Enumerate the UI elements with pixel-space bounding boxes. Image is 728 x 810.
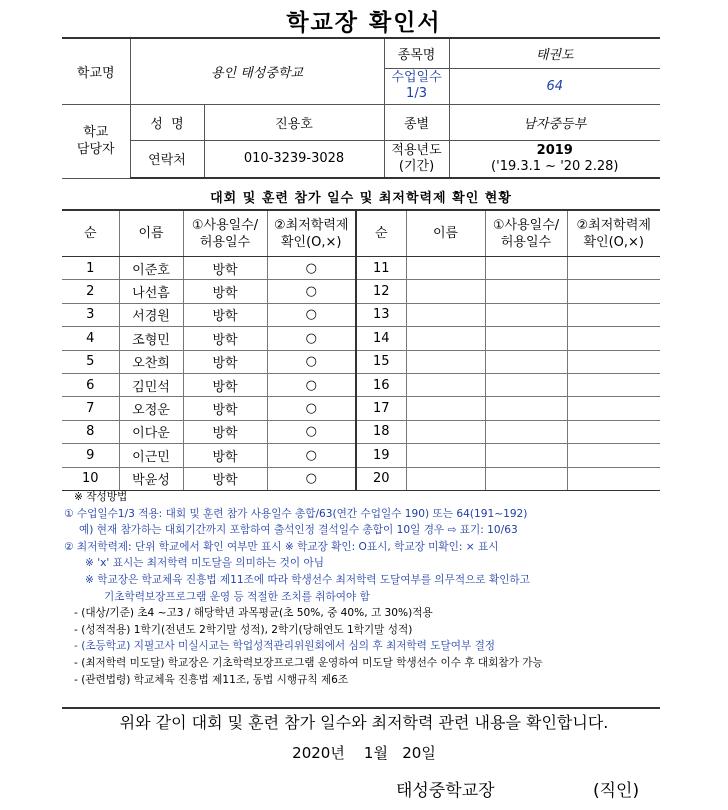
- header-check: [267, 210, 356, 257]
- header-name-right: 이름: [406, 210, 485, 257]
- header-days-line1: ①사용일수/: [191, 217, 259, 233]
- roster-name-right: [406, 397, 485, 420]
- roster-days-right: [485, 373, 567, 396]
- document-title: 학교장 확인서: [286, 10, 442, 36]
- roster-days-right: [485, 467, 567, 490]
- school-days-label-line1: 수업일수: [391, 70, 442, 85]
- header-check-right-line1: ②최저학력제: [576, 217, 651, 233]
- roster-name-right: [406, 303, 485, 326]
- confirmation-statement: 위와 같이 대회 및 훈련 참가 일수와 최저학력 관련 내용을 확인합니다.: [119, 713, 609, 732]
- division-value: 남자중등부: [449, 104, 660, 140]
- roster-no-right: 16: [356, 373, 406, 396]
- roster-no-right: 11: [356, 257, 406, 280]
- roster-row: [62, 420, 660, 443]
- roster-row: [62, 350, 660, 373]
- roster-check-right: [567, 467, 660, 490]
- roster-check: ○: [267, 350, 356, 373]
- header-check-line2: 확인(O,×): [280, 234, 342, 250]
- roster-check-right: [567, 444, 660, 467]
- roster-heading: 대회 및 훈련 참가 일수 및 최저학력제 확인 현황: [210, 191, 512, 206]
- roster-days-right: [485, 280, 567, 303]
- header-check-line1: ②최저학력제: [274, 217, 349, 233]
- school-days-label: [384, 68, 449, 104]
- roster-no-right: 14: [356, 327, 406, 350]
- roster-check: ○: [267, 467, 356, 490]
- roster-days: 방학: [183, 467, 267, 490]
- period-value: ('19.3.1 ~ '20 2.28): [491, 158, 619, 174]
- writing-guide: [62, 489, 660, 709]
- roster-check: ○: [267, 303, 356, 326]
- roster-check-right: [567, 280, 660, 303]
- confirmation-date: 2020년 1월 20일: [292, 744, 436, 762]
- header-no: 순: [62, 210, 119, 257]
- roster-no: 3: [62, 303, 119, 326]
- year-value: 2019: [536, 142, 573, 158]
- roster-days: 방학: [183, 350, 267, 373]
- roster-check-right: [567, 303, 660, 326]
- roster-days: 방학: [183, 280, 267, 303]
- roster-name: 이근민: [119, 444, 183, 467]
- note-3: ※ 'x' 표시는 최저학력 미도달을 의미하는 것이 아님: [85, 557, 324, 570]
- roster-check: ○: [267, 373, 356, 396]
- roster-no: 10: [62, 467, 119, 490]
- principal-signer: 태성중학교장: [396, 781, 495, 801]
- header-name: 이름: [119, 210, 183, 257]
- roster-name-right: [406, 420, 485, 443]
- roster-no: 9: [62, 444, 119, 467]
- name-label: 성 명: [130, 104, 204, 140]
- header-days-line2: 허용일수: [199, 234, 251, 250]
- roster-check-right: [567, 420, 660, 443]
- roster-name-right: [406, 327, 485, 350]
- roster-name: 오정운: [119, 397, 183, 420]
- roster-name-right: [406, 280, 485, 303]
- roster-days-right: [485, 327, 567, 350]
- roster-check-right: [567, 327, 660, 350]
- roster-no: 2: [62, 280, 119, 303]
- roster-no-right: 12: [356, 280, 406, 303]
- year-label-line1: 적용년도: [391, 142, 442, 158]
- roster-check: ○: [267, 280, 356, 303]
- roster-check: ○: [267, 444, 356, 467]
- roster-header-row: [62, 210, 660, 257]
- header-no-right: 순: [356, 210, 406, 257]
- roster-days: 방학: [183, 444, 267, 467]
- note-8: - (최저학력 미도달) 학교장은 기초학력보장프로그램 운영하여 미도달 학생선수 이수 후 대회참가 가능: [74, 656, 543, 669]
- roster-days: 방학: [183, 303, 267, 326]
- note-4-cont: 기초학력보장프로그램 운영 등 적절한 조치를 취하여야 함: [104, 590, 370, 603]
- manager-label-line2: 담당자: [76, 142, 115, 157]
- note-1-example: 예) 현재 참가하는 대회기간까지 포함하여 출석인정 결석일수 총합이 10일 경우 ⇨ 표기: 10/63: [79, 524, 518, 537]
- note-6: - (성적적용) 1학기(전년도 2학기말 성적), 2학기(당해연도 1학기말 성적): [74, 623, 413, 636]
- year-value-cell: [449, 140, 660, 178]
- event-value: 태권도: [449, 38, 660, 68]
- roster-days-right: [485, 420, 567, 443]
- roster-row: [62, 444, 660, 467]
- roster-name: 이준호: [119, 257, 183, 280]
- roster-check: ○: [267, 420, 356, 443]
- roster-name-right: [406, 373, 485, 396]
- roster-name-right: [406, 257, 485, 280]
- roster-days-right: [485, 257, 567, 280]
- roster-no: 6: [62, 373, 119, 396]
- roster-name: 김민석: [119, 373, 183, 396]
- name-value: 진용호: [204, 104, 384, 140]
- school-info-table: [62, 37, 660, 179]
- roster-check: ○: [267, 257, 356, 280]
- roster-name: 서경원: [119, 303, 183, 326]
- roster-days-right: [485, 303, 567, 326]
- roster-no: 7: [62, 397, 119, 420]
- roster-no-right: 20: [356, 467, 406, 490]
- manager-label-line1: 학교: [83, 125, 109, 140]
- roster-days: 방학: [183, 257, 267, 280]
- roster-no: 8: [62, 420, 119, 443]
- roster-no: 5: [62, 350, 119, 373]
- roster-no-right: 18: [356, 420, 406, 443]
- contact-value: 010-3239-3028: [204, 140, 384, 178]
- note-9: - (관련법령) 학교체육 진흥법 제11조, 동법 시행규칙 제6조: [74, 673, 349, 686]
- roster-row: [62, 327, 660, 350]
- roster-days-right: [485, 397, 567, 420]
- note-4: ※ 학교장은 학교체육 진흥법 제11조에 따라 학생선수 최저학력 도달여부를 의무적으로 확인하고: [85, 573, 530, 586]
- roster-no-right: 17: [356, 397, 406, 420]
- roster-name: 오찬희: [119, 350, 183, 373]
- header-check-right: [567, 210, 660, 257]
- header-days-right-line2: 허용일수: [500, 234, 552, 250]
- school-days-label-line2: 1/3: [406, 86, 427, 101]
- school-name-label: 학교명: [62, 38, 130, 104]
- school-days-value: 64: [449, 68, 660, 104]
- manager-label: [62, 104, 130, 178]
- notes-heading: ※ 작성방법: [74, 491, 128, 503]
- roster-no-right: 15: [356, 350, 406, 373]
- header-check-right-line2: 확인(O,×): [583, 234, 645, 250]
- roster-check: ○: [267, 327, 356, 350]
- note-1: ① 수업일수1/3 적용: 대회 및 훈련 참가 사용일수 총합/63(연간 수업일수 190) 또는 64(191~192): [64, 507, 528, 520]
- roster-table: [62, 209, 660, 491]
- roster-days-right: [485, 444, 567, 467]
- header-days-right: [485, 210, 567, 257]
- event-label: 종목명: [384, 38, 449, 68]
- roster-row: [62, 257, 660, 280]
- roster-days: 방학: [183, 420, 267, 443]
- roster-name: 이다운: [119, 420, 183, 443]
- roster-name: 나선흠: [119, 280, 183, 303]
- roster-no: 1: [62, 257, 119, 280]
- division-label: 종별: [384, 104, 449, 140]
- note-5: - (대상/기준) 초4 ~고3 / 해당학년 과목평균(초 50%, 중 40%, 고 30%)적용: [74, 607, 433, 620]
- roster-name-right: [406, 444, 485, 467]
- roster-days-right: [485, 350, 567, 373]
- roster-check-right: [567, 257, 660, 280]
- roster-name: 박윤성: [119, 467, 183, 490]
- roster-name-right: [406, 350, 485, 373]
- official-seal: (직인): [593, 781, 640, 801]
- roster-name-right: [406, 467, 485, 490]
- roster-name: 조형민: [119, 327, 183, 350]
- roster-row: [62, 280, 660, 303]
- roster-days: 방학: [183, 373, 267, 396]
- year-label: [384, 140, 449, 178]
- year-label-line2: (기간): [398, 158, 435, 174]
- header-days-right-line1: ①사용일수/: [492, 217, 560, 233]
- roster-no: 4: [62, 327, 119, 350]
- roster-row: [62, 397, 660, 420]
- roster-days: 방학: [183, 327, 267, 350]
- contact-label: 연락처: [130, 140, 204, 178]
- roster-row: [62, 467, 660, 490]
- school-name-value: 용인 태성중학교: [130, 38, 384, 104]
- roster-row: [62, 303, 660, 326]
- roster-check-right: [567, 397, 660, 420]
- roster-no-right: 13: [356, 303, 406, 326]
- header-days: [183, 210, 267, 257]
- roster-days: 방학: [183, 397, 267, 420]
- roster-row: [62, 373, 660, 396]
- roster-no-right: 19: [356, 444, 406, 467]
- note-2: ② 최저학력제: 단위 학교에서 확인 여부만 표시 ※ 학교장 확인: O표시, 학교장 미확인: × 표시: [64, 540, 499, 553]
- roster-check-right: [567, 373, 660, 396]
- note-7: - (초등학교) 지필고사 미실시교는 학업성적관리위원회에서 심의 후 최저학력 도달여부 결정: [74, 640, 496, 653]
- roster-check: ○: [267, 397, 356, 420]
- roster-check-right: [567, 350, 660, 373]
